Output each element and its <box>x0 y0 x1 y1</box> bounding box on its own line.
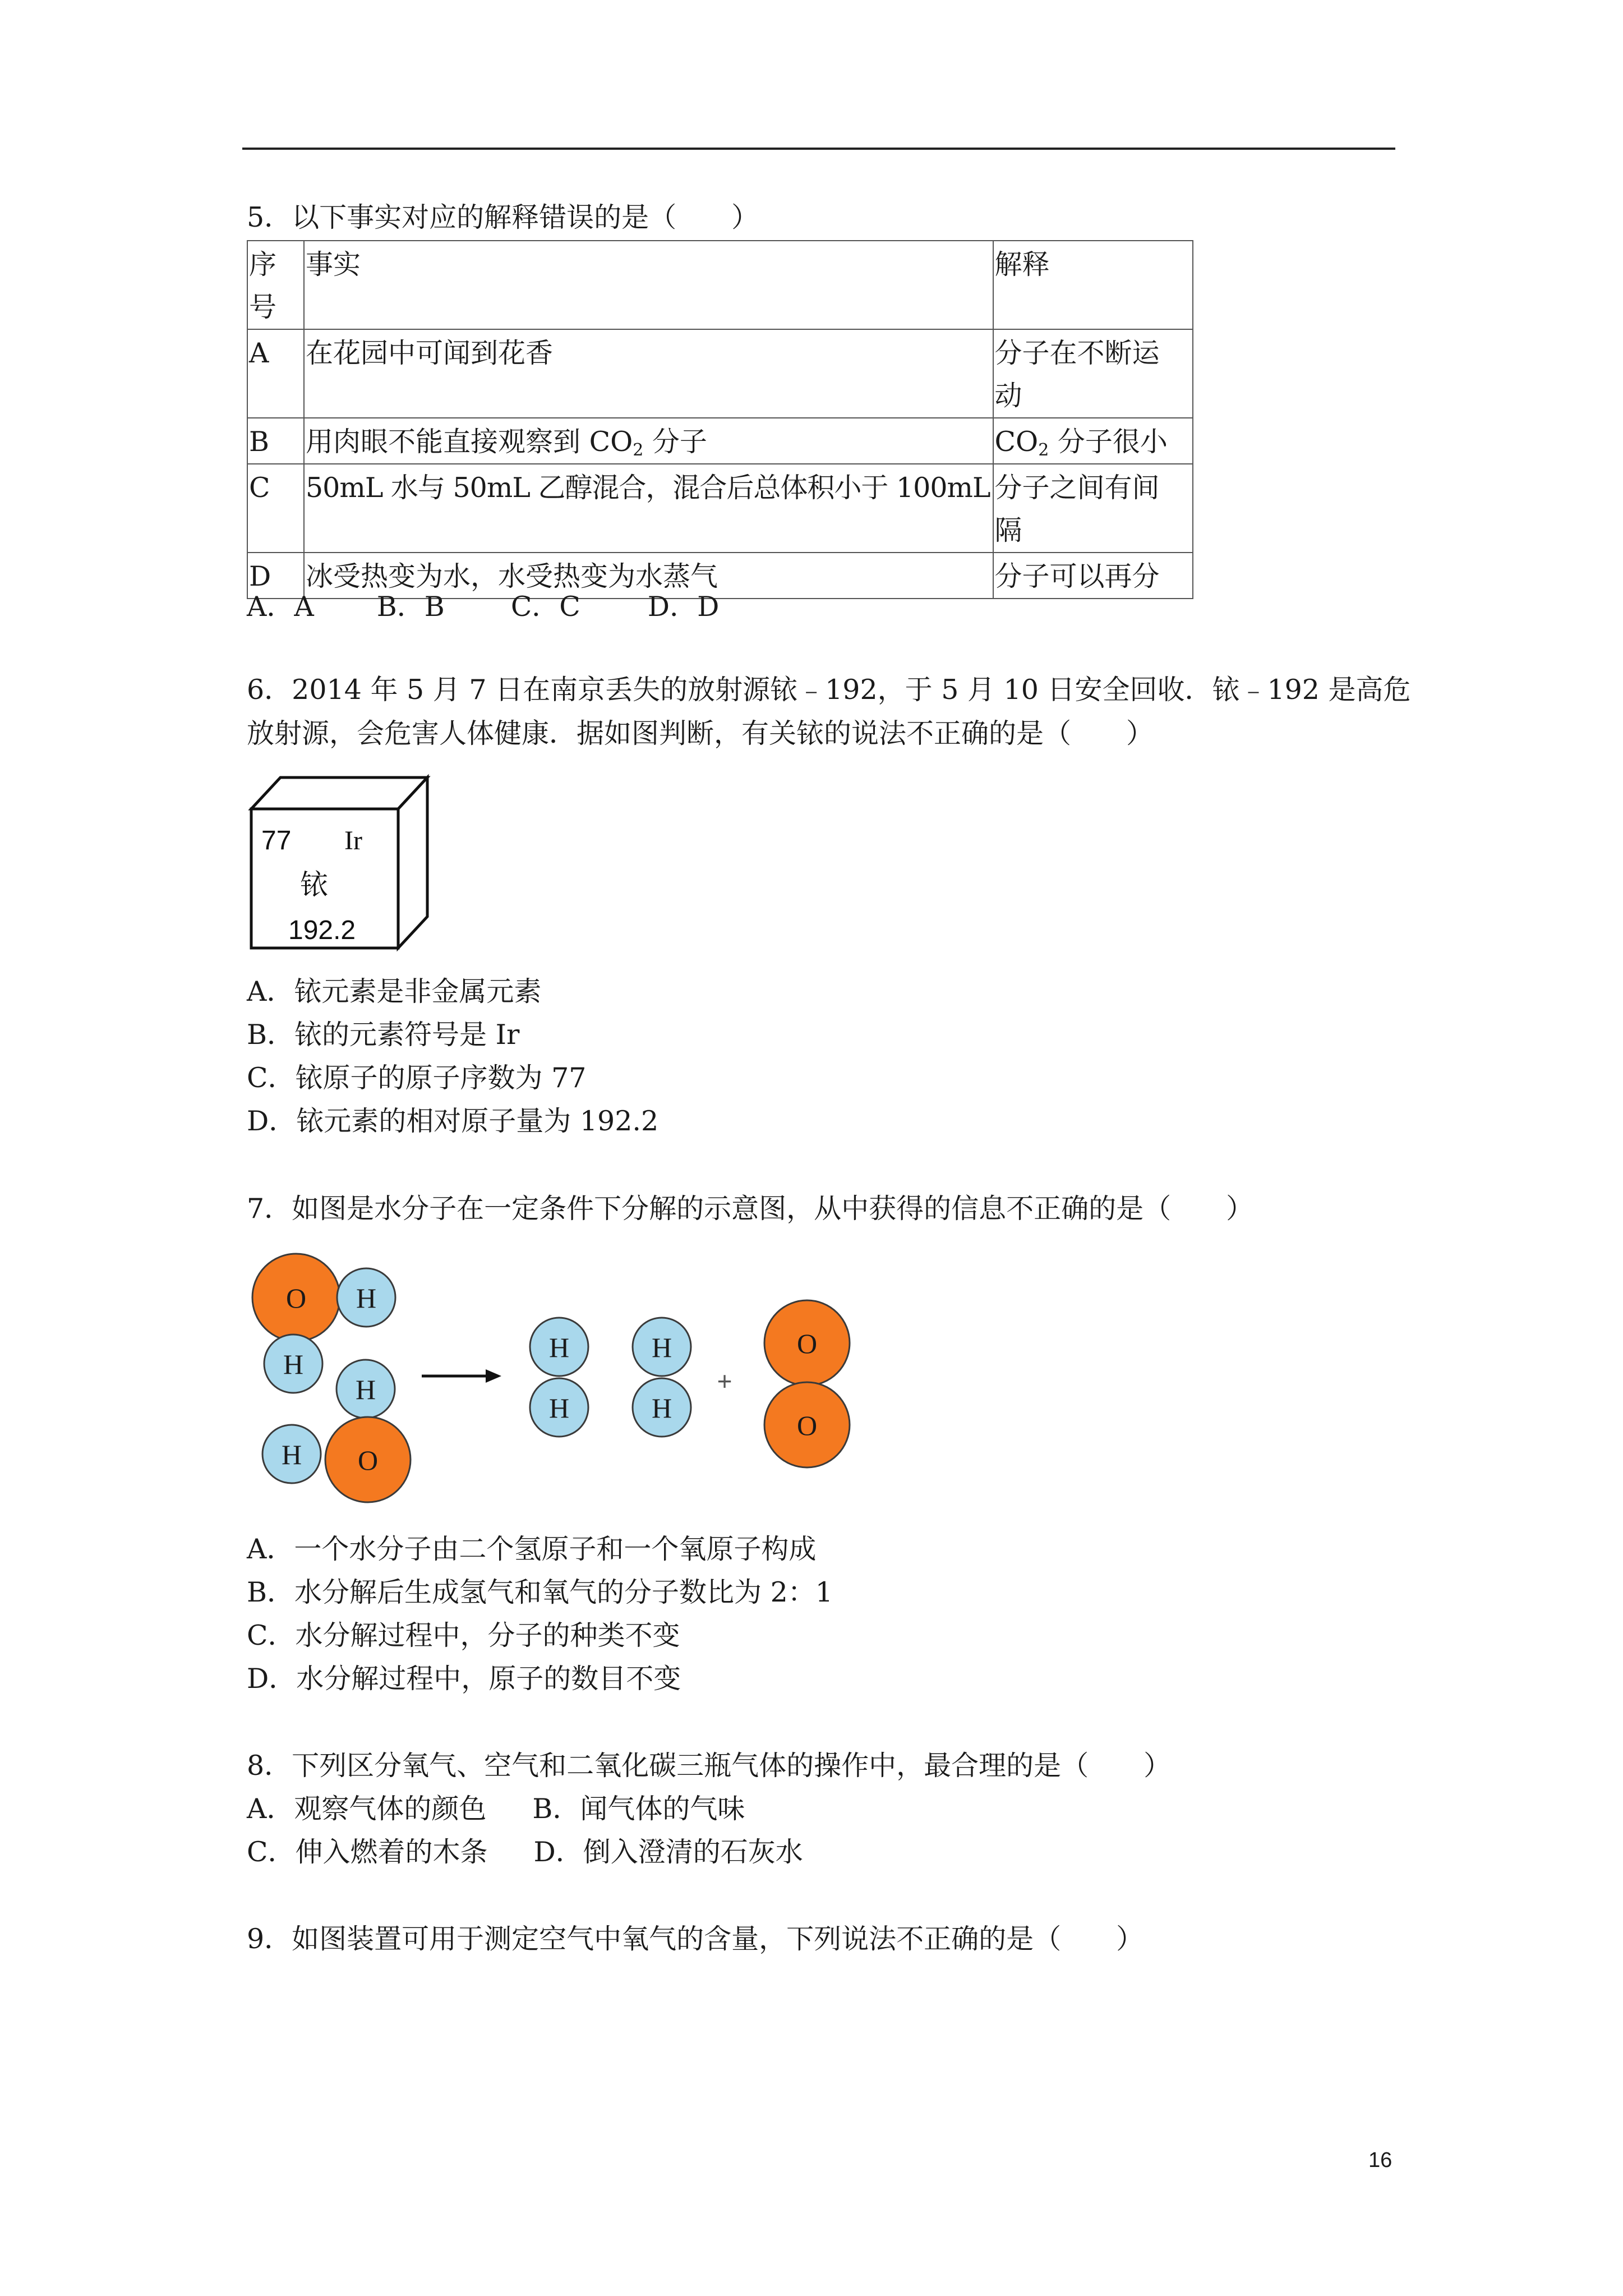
atom-label: H <box>281 1439 302 1470</box>
header-cell-fact: 事实 <box>304 241 993 329</box>
atom-label: O <box>357 1444 379 1476</box>
q7-option-a: A．一个水分子由二个氢原子和一个氧原子构成 <box>247 1533 817 1565</box>
option: A．观察气体的颜色 <box>247 1793 487 1825</box>
q7-option-b: B．水分解后生成氢气和氧气的分子数比为 2：1 <box>247 1576 833 1608</box>
q7-option-c: C．水分解过程中，分子的种类不变 <box>247 1619 680 1651</box>
row-explanation: $CO_2$ 分子很小 <box>993 418 1193 464</box>
atomic-mass: 192.2 <box>288 915 356 945</box>
row-explanation: 分子在不断运动 <box>993 329 1193 418</box>
q6-stem-line1: 6．2014 年 5 月 7 日在南京丢失的放射源铱﹣192，于 5 月 10 日安全回收．铱﹣192 是高危 <box>247 674 1411 706</box>
option: D．倒入澄清的石灰水 <box>533 1836 803 1868</box>
row-id: B <box>247 418 304 464</box>
atom-label: O <box>796 1410 818 1441</box>
row-id: D <box>247 553 304 599</box>
row-fact: 用肉眼不能直接观察到 $CO_2$ 分子 <box>304 418 993 464</box>
header-cell-explanation: 解释 <box>993 241 1193 329</box>
q9-stem: 9．如图装置可用于测定空气中氧气的含量，下列说法不正确的是（ ） <box>247 1923 1144 1955</box>
q6-option-c: C．铱原子的原子序数为 77 <box>247 1062 587 1094</box>
q7-option-d: D．水分解过程中，原子的数目不变 <box>247 1663 681 1695</box>
row-fact: 50mL 水与 50mL 乙醇混合，混合后总体积小于 100mL <box>304 464 993 553</box>
q6-option-b: B．铱的元素符号是 Ir <box>247 1019 520 1051</box>
q6-stem-line2: 放射源，会危害人体健康．据如图判断，有关铱的说法不正确的是（ ） <box>247 717 1154 749</box>
option: D．D <box>647 591 720 623</box>
atom-label: O <box>796 1328 818 1359</box>
atom-label: H <box>356 1282 377 1314</box>
element-name: 铱 <box>300 868 328 901</box>
atom-label: H <box>651 1392 672 1424</box>
option: A．A <box>247 591 314 623</box>
row-id: A <box>247 329 304 418</box>
q8-options-row1 <box>247 1792 745 1826</box>
page-number: 16 <box>1368 2148 1393 2172</box>
option: C．伸入燃着的木条 <box>247 1836 488 1868</box>
row-id: C <box>247 464 304 553</box>
atom-label: H <box>283 1349 304 1380</box>
q5-stem: 5．以下事实对应的解释错误的是（ ） <box>247 201 759 233</box>
atom-label: H <box>548 1332 570 1363</box>
arrow-head-icon <box>486 1369 501 1383</box>
q6-option-d: D．铱元素的相对原子量为 192.2 <box>247 1105 659 1137</box>
option: B．闻气体的气味 <box>532 1793 745 1825</box>
atom-label: H <box>355 1374 376 1405</box>
row-explanation: 分子之间有间隔 <box>993 464 1193 553</box>
q8-stem: 8．下列区分氧气、空气和二氧化碳三瓶气体的操作中，最合理的是（ ） <box>247 1750 1172 1782</box>
option: C．C <box>510 591 580 623</box>
atom-label: H <box>651 1332 672 1363</box>
q7-stem: 7．如图是水分子在一定条件下分解的示意图，从中获得的信息不正确的是（ ） <box>247 1193 1254 1225</box>
atom-label: O <box>285 1282 307 1314</box>
element-symbol: Ir <box>344 826 362 855</box>
q6-option-a: A．铱元素是非金属元素 <box>247 976 542 1007</box>
atomic-number: 77 <box>261 826 292 855</box>
option: B．B <box>376 591 445 623</box>
q8-options-row2 <box>247 1835 803 1869</box>
plus-sign: + <box>717 1366 732 1396</box>
row-fact: 在花园中可闻到花香 <box>304 329 993 418</box>
row-fact: 冰受热变为水，水受热变为水蒸气 <box>304 553 993 599</box>
atom-label: H <box>548 1392 570 1424</box>
row-explanation: 分子可以再分 <box>993 553 1193 599</box>
header-cell-number: 序号 <box>247 241 304 329</box>
